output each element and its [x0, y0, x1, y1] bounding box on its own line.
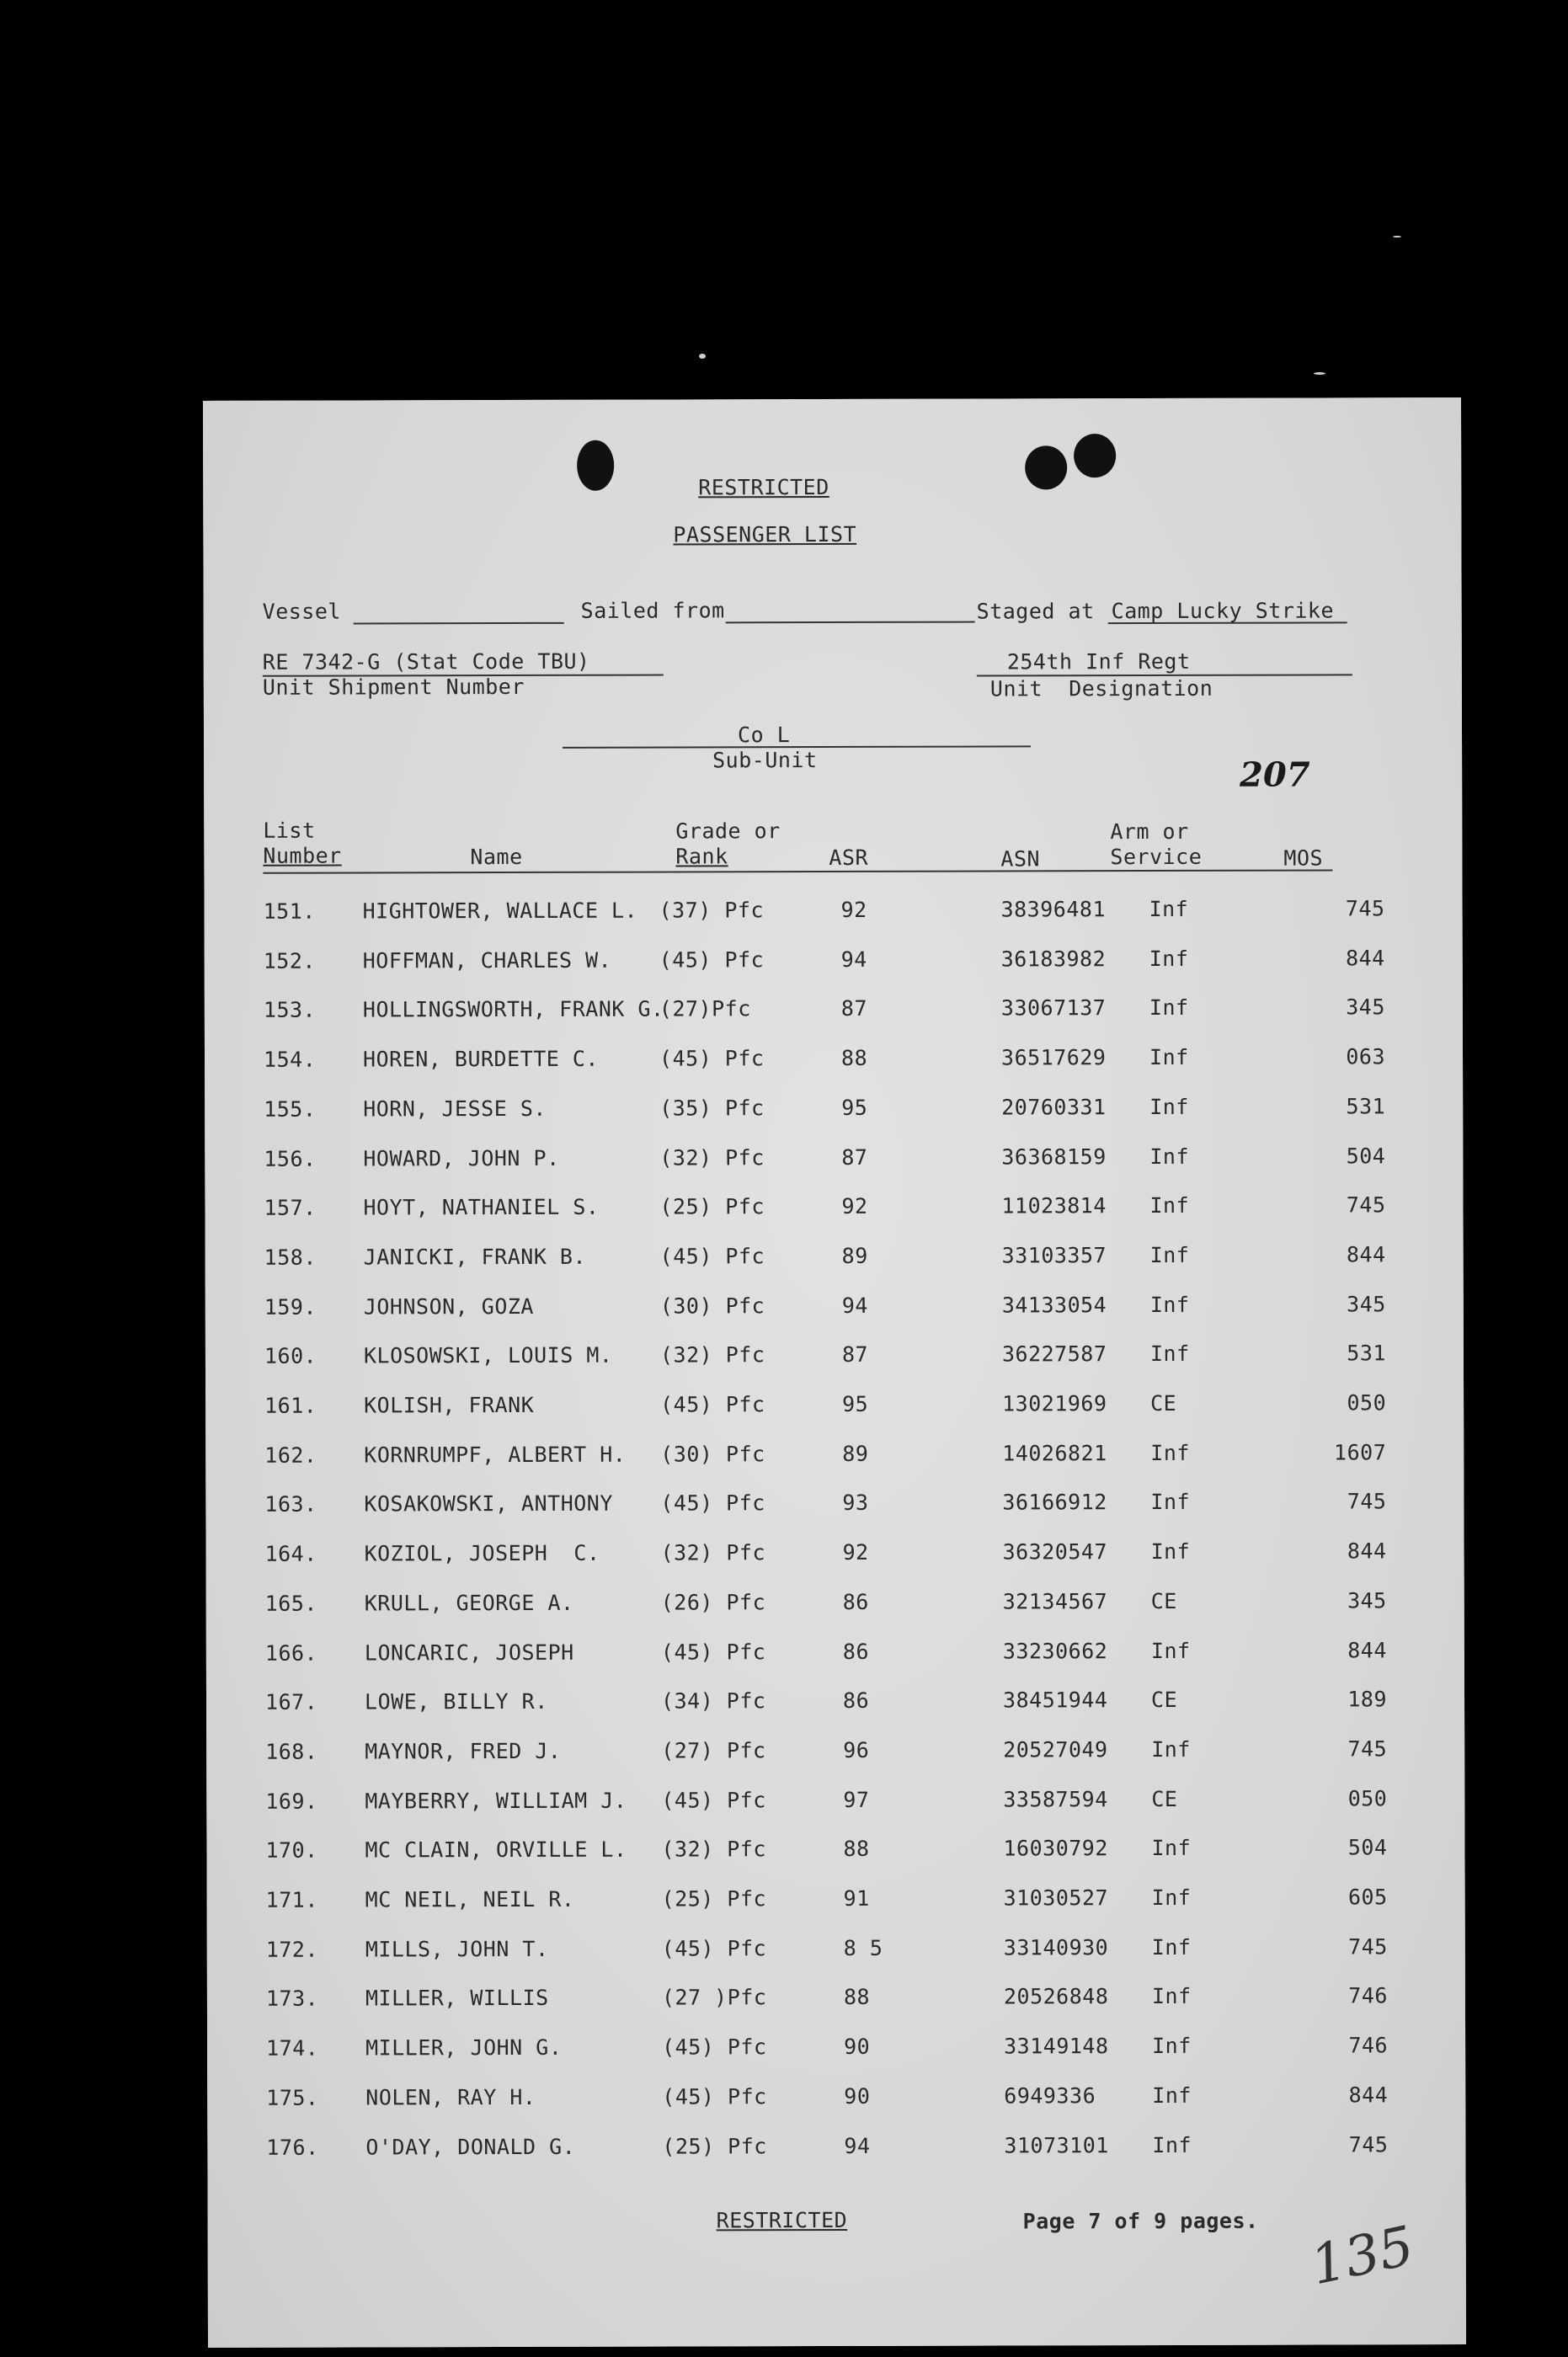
row-number: 160. — [264, 1343, 317, 1368]
row-arm: CE — [1150, 1687, 1178, 1713]
restricted-bottom: RESTRICTED — [716, 2207, 848, 2233]
row-arm: Inf — [1149, 1144, 1190, 1170]
row-arm: Inf — [1151, 1736, 1191, 1762]
row-name: HOYT, NATHANIEL S. — [363, 1194, 600, 1220]
row-mos: 345 — [1346, 995, 1385, 1020]
row-arm: Inf — [1149, 995, 1189, 1021]
row-number: 157. — [264, 1195, 317, 1220]
row-asr: 92 — [841, 1193, 868, 1218]
row-arm: Inf — [1149, 1341, 1190, 1367]
row-asn: 6949336 — [1004, 2083, 1096, 2109]
row-asn: 36368159 — [1001, 1144, 1107, 1170]
row-mos: 063 — [1346, 1044, 1386, 1069]
row-arm: Inf — [1149, 1242, 1190, 1268]
row-number: 172. — [265, 1937, 319, 1962]
row-asr: 86 — [842, 1589, 869, 1614]
col-arm-2: Service — [1110, 844, 1203, 870]
row-number: 170. — [265, 1837, 318, 1863]
row-asn: 36183982 — [1000, 947, 1107, 972]
row-asn: 33067137 — [1000, 995, 1107, 1021]
row-name: HOREN, BURDETTE C. — [362, 1046, 599, 1072]
row-asn: 36517629 — [1000, 1045, 1107, 1070]
row-number: 154. — [263, 1047, 317, 1072]
row-arm: Inf — [1151, 1934, 1192, 1960]
col-list-2: Number — [263, 843, 342, 868]
row-grade: (45) Pfc — [659, 1244, 765, 1269]
row-grade: (37) Pfc — [659, 898, 765, 923]
row-number: 167. — [264, 1689, 318, 1714]
row-asr: 94 — [841, 1293, 868, 1318]
row-grade: (26) Pfc — [660, 1590, 766, 1615]
row-asn: 38396481 — [1000, 897, 1107, 922]
row-asn: 33230662 — [1002, 1639, 1108, 1664]
row-name: LOWE, BILLY R. — [364, 1688, 548, 1714]
row-number: 169. — [265, 1789, 318, 1814]
row-mos: 050 — [1347, 1786, 1388, 1811]
row-mos: 189 — [1347, 1687, 1388, 1712]
row-asr: 89 — [841, 1243, 868, 1268]
sub-unit: Co L — [737, 723, 791, 748]
row-number: 173. — [265, 1986, 319, 2011]
row-grade: (45) Pfc — [660, 1392, 765, 1417]
row-mos: 345 — [1347, 1588, 1387, 1613]
row-name: KRULL, GEORGE A. — [364, 1590, 574, 1616]
row-arm: Inf — [1150, 1538, 1191, 1565]
row-mos: 844 — [1347, 1638, 1387, 1663]
row-mos: 531 — [1347, 1341, 1386, 1366]
staged-at-label: Staged at — [976, 599, 1095, 624]
row-arm: Inf — [1151, 1835, 1192, 1861]
row-grade: (35) Pfc — [659, 1096, 765, 1121]
row-name: KOLISH, FRANK — [364, 1392, 535, 1418]
punch-hole — [1025, 445, 1067, 489]
sailed-from-label: Sailed from — [580, 598, 725, 623]
row-asr: 86 — [842, 1639, 870, 1664]
passenger-list-page — [203, 397, 1466, 2348]
row-arm: Inf — [1149, 1192, 1190, 1218]
row-asn: 32134567 — [1002, 1589, 1108, 1614]
column-header-rule — [263, 869, 1332, 873]
row-arm: Inf — [1149, 896, 1189, 922]
sub-unit-label: Sub-Unit — [712, 748, 818, 773]
row-asn: 16030792 — [1003, 1836, 1108, 1861]
restricted-top: RESTRICTED — [698, 475, 829, 500]
row-number: 161. — [264, 1393, 317, 1418]
row-asn: 11023814 — [1001, 1193, 1107, 1218]
row-mos: 1607 — [1333, 1440, 1387, 1465]
row-arm: CE — [1151, 1786, 1178, 1812]
row-mos: 844 — [1346, 1242, 1386, 1267]
scan-speck — [1314, 372, 1325, 375]
shipment-number-label: Unit Shipment Number — [262, 674, 525, 700]
row-name: MILLER, WILLIS — [365, 1985, 549, 2011]
row-arm: Inf — [1150, 1489, 1191, 1515]
row-number: 155. — [264, 1096, 317, 1122]
row-name: HOLLINGSWORTH, FRANK G. — [362, 996, 664, 1022]
col-list-1: List — [263, 818, 316, 843]
sailed-from-blank — [726, 621, 975, 624]
row-name: HIGHTOWER, WALLACE L. — [362, 898, 638, 924]
row-arm: Inf — [1150, 1440, 1190, 1466]
row-arm: Inf — [1149, 1292, 1190, 1318]
row-grade: (32) Pfc — [660, 1540, 766, 1565]
handwritten-page-number: 207 — [1240, 755, 1310, 795]
unit-designation: 254th Inf Regt — [1006, 648, 1191, 675]
row-mos: 504 — [1347, 1835, 1388, 1860]
row-name: MAYBERRY, WILLIAM J. — [365, 1788, 627, 1814]
row-asr: 87 — [841, 1341, 869, 1367]
row-name: KOSAKOWSKI, ANTHONY — [364, 1490, 613, 1517]
row-name: LONCARIC, JOSEPH — [364, 1640, 574, 1666]
row-name: HOWARD, JOHN P. — [363, 1145, 560, 1171]
row-asr: 88 — [840, 1045, 868, 1070]
row-asn: 36227587 — [1001, 1341, 1107, 1367]
row-mos: 746 — [1348, 2033, 1389, 2058]
row-name: HOFFMAN, CHARLES W. — [362, 947, 612, 973]
row-grade: (30) Pfc — [659, 1293, 765, 1319]
row-mos: 605 — [1347, 1885, 1388, 1910]
row-mos: 844 — [1347, 1538, 1387, 1564]
row-grade: (45) Pfc — [660, 1640, 766, 1665]
row-grade: (32) Pfc — [659, 1145, 765, 1171]
row-name: JOHNSON, GOZA — [363, 1293, 535, 1320]
row-mos: 746 — [1348, 1983, 1388, 2008]
row-asr: 95 — [842, 1391, 869, 1416]
row-asr: 90 — [844, 2083, 871, 2109]
row-asn: 36320547 — [1002, 1539, 1108, 1565]
row-arm: CE — [1150, 1588, 1177, 1614]
row-asr: 88 — [843, 1836, 870, 1861]
row-number: 162. — [264, 1442, 317, 1468]
row-name: KORNRUMPF, ALBERT H. — [364, 1442, 627, 1468]
col-arm-1: Arm or — [1110, 819, 1189, 845]
staged-at-value: Camp Lucky Strike — [1111, 598, 1335, 624]
row-asr: 89 — [842, 1441, 869, 1466]
row-asr: 87 — [840, 995, 868, 1021]
row-mos: 345 — [1347, 1292, 1386, 1317]
row-arm: Inf — [1151, 1983, 1192, 2009]
row-grade: (27 )Pfc — [661, 1985, 767, 2010]
col-grade-1: Grade or — [675, 819, 781, 844]
row-name: HORN, JESSE S. — [363, 1096, 547, 1122]
row-grade: (27) Pfc — [661, 1738, 766, 1763]
row-name: KLOSOWSKI, LOUIS M. — [363, 1342, 613, 1368]
row-grade: (45) Pfc — [659, 1046, 765, 1071]
col-grade-2: Rank — [675, 844, 728, 869]
row-name: MILLS, JOHN T. — [365, 1936, 549, 1962]
row-number: 175. — [266, 2085, 319, 2110]
row-mos: 745 — [1348, 1934, 1388, 1960]
col-asr: ASR — [829, 845, 869, 871]
row-grade: (25) Pfc — [659, 1194, 765, 1219]
row-grade: (34) Pfc — [660, 1688, 766, 1714]
row-asr: 96 — [843, 1737, 870, 1762]
row-number: 174. — [266, 2035, 319, 2061]
row-asr: 94 — [844, 2133, 871, 2158]
row-number: 156. — [264, 1146, 317, 1171]
row-grade: (45) Pfc — [660, 1490, 765, 1516]
row-asr: 86 — [842, 1688, 870, 1713]
vessel-blank — [354, 622, 564, 625]
row-asr: 91 — [843, 1885, 870, 1911]
row-name: MAYNOR, FRED J. — [365, 1738, 562, 1764]
row-number: 159. — [264, 1294, 317, 1320]
row-asn: 36166912 — [1002, 1490, 1107, 1515]
row-mos: 745 — [1347, 1489, 1387, 1514]
row-number: 171. — [265, 1887, 318, 1912]
row-asn: 33140930 — [1003, 1935, 1109, 1960]
row-asr: 92 — [842, 1539, 869, 1565]
row-number: 165. — [264, 1591, 317, 1616]
row-asr: 90 — [844, 2034, 871, 2059]
row-arm: Inf — [1149, 946, 1189, 972]
row-grade: (45) Pfc — [662, 2084, 767, 2109]
row-number: 164. — [264, 1541, 317, 1566]
row-grade: (32) Pfc — [661, 1837, 766, 1862]
row-grade: (45) Pfc — [662, 2034, 767, 2060]
row-asr: 93 — [842, 1490, 869, 1515]
row-arm: Inf — [1152, 2082, 1192, 2109]
row-mos: 745 — [1346, 1192, 1386, 1218]
row-arm: Inf — [1149, 1094, 1189, 1120]
row-asn: 31073101 — [1004, 2133, 1109, 2158]
row-asn: 20760331 — [1001, 1095, 1107, 1120]
shipment-number: RE 7342-G (Stat Code TBU) — [262, 648, 590, 675]
punch-hole — [577, 440, 614, 491]
row-mos: 745 — [1348, 2132, 1389, 2157]
row-arm: Inf — [1152, 2033, 1192, 2059]
vessel-label: Vessel — [262, 599, 341, 624]
scan-speck — [699, 354, 706, 359]
row-arm: CE — [1150, 1390, 1177, 1416]
row-name: KOZIOL, JOSEPH C. — [364, 1540, 600, 1566]
staged-at-rule — [1108, 621, 1347, 624]
col-mos: MOS — [1283, 845, 1324, 871]
row-number: 158. — [264, 1245, 317, 1270]
row-number: 151. — [263, 899, 316, 924]
row-asn: 20527049 — [1003, 1737, 1108, 1762]
row-arm: Inf — [1152, 2132, 1192, 2158]
row-number: 163. — [264, 1491, 317, 1517]
row-mos: 844 — [1348, 2082, 1389, 2108]
row-asn: 33149148 — [1004, 2034, 1109, 2059]
row-mos: 504 — [1346, 1144, 1386, 1169]
row-mos: 745 — [1345, 896, 1385, 921]
row-asr: 92 — [840, 897, 867, 922]
row-grade: (25) Pfc — [662, 2134, 767, 2159]
row-arm: Inf — [1149, 1044, 1189, 1070]
row-name: JANICKI, FRANK B. — [363, 1244, 587, 1270]
row-name: MC NEIL, NEIL R. — [365, 1886, 575, 1912]
row-number: 168. — [265, 1739, 318, 1764]
row-grade: (30) Pfc — [660, 1442, 765, 1467]
row-asn: 31030527 — [1003, 1885, 1109, 1911]
row-grade: (45) Pfc — [659, 947, 765, 973]
row-asr: 95 — [841, 1095, 868, 1120]
row-grade: (27)Pfc — [659, 996, 751, 1021]
row-grade: (45) Pfc — [661, 1788, 766, 1813]
row-name: NOLEN, RAY H. — [365, 2084, 536, 2110]
page-info: Page 7 of 9 pages. — [1022, 2208, 1259, 2234]
row-asn: 20526848 — [1003, 1984, 1109, 2009]
punch-hole — [1074, 434, 1116, 477]
row-mos: 745 — [1347, 1736, 1388, 1762]
row-arm: Inf — [1150, 1638, 1191, 1664]
row-asr: 88 — [843, 1984, 871, 2009]
row-name: MILLER, JOHN G. — [365, 2034, 563, 2061]
col-asn: ASN — [1000, 846, 1041, 872]
row-mos: 844 — [1346, 946, 1385, 971]
row-asr: 87 — [841, 1144, 868, 1170]
row-number: 152. — [263, 948, 316, 973]
row-asn: 14026821 — [1002, 1441, 1107, 1466]
row-grade: (45) Pfc — [661, 1936, 767, 1961]
row-mos: 050 — [1347, 1390, 1387, 1416]
row-asn: 34133054 — [1001, 1293, 1107, 1318]
row-asn: 13021969 — [1002, 1391, 1107, 1416]
row-name: MC CLAIN, ORVILLE L. — [365, 1837, 627, 1863]
row-asr: 8 5 — [843, 1935, 883, 1960]
row-arm: Inf — [1151, 1885, 1192, 1911]
scan-speck — [1393, 236, 1401, 237]
row-mos: 531 — [1346, 1094, 1386, 1119]
col-name: Name — [470, 844, 523, 870]
unit-designation-label: Unit Designation — [989, 675, 1213, 701]
row-name: O'DAY, DONALD G. — [365, 2134, 576, 2160]
row-number: 176. — [266, 2135, 319, 2160]
row-asr: 97 — [843, 1787, 870, 1812]
row-asn: 38451944 — [1002, 1688, 1108, 1713]
row-asn: 33587594 — [1003, 1787, 1108, 1812]
row-asn: 33103357 — [1001, 1243, 1107, 1268]
row-number: 153. — [263, 997, 317, 1022]
row-number: 166. — [264, 1640, 318, 1666]
row-grade: (25) Pfc — [661, 1886, 767, 1912]
row-grade: (32) Pfc — [659, 1342, 765, 1368]
page-title: PASSENGER LIST — [673, 521, 857, 547]
row-asr: 94 — [840, 947, 867, 972]
handwritten-note: 135 — [1305, 2215, 1420, 2298]
